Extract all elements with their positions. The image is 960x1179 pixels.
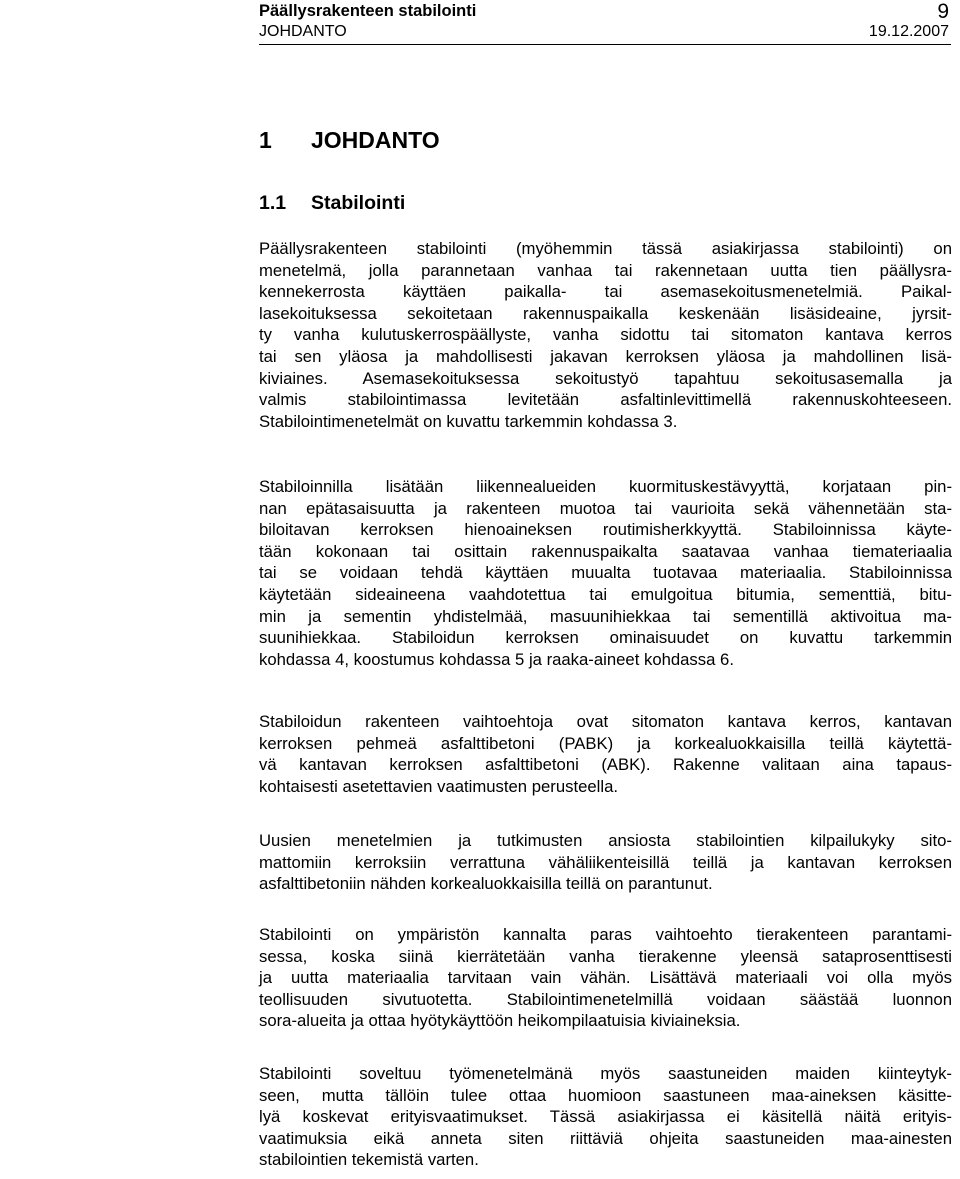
paragraph-4 [259,830,952,895]
paragraph-line: vä kantavan kerroksen asfalttibetoni (ABK). Rakenne valitaan aina tapaus- [259,755,952,775]
paragraph-line: menetelmä, jolla parannetaan vanhaa tai rakennetaan uutta tien päällysra- [259,260,952,280]
paragraph-line: Stabilointi on ympäristön kannalta paras vaihtoehto tierakenteen parantami- [259,925,952,944]
paragraph-line: tään kokonaan tai osittain rakennuspaikalta saatavaa vanhaa tiemateriaalia [259,541,952,561]
paragraph-6 [259,1063,952,1171]
paragraph-line: suunihiekkaa. Stabiloidun kerroksen ominaisuudet on kuvattu tarkemmin [259,628,952,648]
paragraph-line: Päällysrakenteen stabilointi (myöhemmin tässä asiakirjassa stabilointi) on [259,239,952,258]
paragraph-line: teollisuuden sivutuotetta. Stabilointimenetelmillä voidaan säästää luonnon [259,989,952,1009]
heading-level-2 [259,192,405,215]
paragraph-line: nan epätasaisuutta ja rakenteen muotoa tai vaurioita sekä vähennetään sta- [259,498,952,518]
heading-2-title: Stabilointi [311,192,406,214]
heading-2-number: 1.1 [259,192,287,214]
heading-1-title: JOHDANTO [311,127,440,153]
paragraph-line: vaatimuksia eikä anneta siten riittäviä ohjeita saastuneiden maa-ainesten [259,1128,952,1148]
paragraph-line: kennekerrosta käyttäen paikalla- tai asemasekoitusmenetelmiä. Paikal- [259,282,952,302]
header-section-name: JOHDANTO [259,23,347,40]
paragraph-line: lasekoituksessa sekoitetaan rakennuspaikalla keskenään lisäsideaine, jyrsit- [259,303,952,323]
paragraph-line: stabilointien tekemistä varten. [259,1150,479,1170]
paragraph-line: asfalttibetoniin nähden korkealuokkaisilla teillä on parantunut. [259,874,713,894]
header-document-title: Päällysrakenteen stabilointi [259,2,477,20]
paragraph-line: ty vanha kulutuskerrospäällyste, vanha sidottu tai sitomaton kantava kerros [259,325,952,345]
header-page-number: 9 [937,0,949,23]
paragraph-line: Stabilointimenetelmät on kuvattu tarkemmin kohdassa 3. [259,411,678,431]
paragraph-line: valmis stabilointimassa levitetään asfaltinlevittimellä rakennuskohteeseen. [259,390,952,410]
running-header-top [259,0,951,24]
paragraph-3 [259,711,952,797]
heading-1-number: 1 [259,127,272,153]
heading-level-1 [259,127,440,154]
paragraph-line: min ja sementin yhdistelmää, masuunihiekkaa tai sementillä aktivoitua ma- [259,606,952,626]
paragraph-line: kerroksen pehmeä asfalttibetoni (PABK) ja korkealuokkaisilla teillä käytettä- [259,733,952,753]
paragraph-line: lyä koskevat erityisvaatimukset. Tässä asiakirjassa ei käsitellä näitä erityis- [259,1107,952,1127]
paragraph-5 [259,924,952,1032]
paragraph-line: biloitavan kerroksen hienoaineksen routimisherkkyyttä. Stabiloinnissa käyte- [259,520,952,540]
paragraph-line: tai sen yläosa ja mahdollisesti jakavan kerroksen yläosa ja mahdollinen lisä- [259,346,952,366]
paragraph-line: Uusien menetelmien ja tutkimusten ansiosta stabilointien kilpailukyky sito- [259,831,952,850]
paragraph-line: seen, mutta tällöin tulee ottaa huomioon saastuneen maa-aineksen käsitte- [259,1085,952,1105]
header-rule [259,44,951,45]
paragraph-line: kiviaines. Asemasekoituksessa sekoitustyö tapahtuu sekoitusasemalla ja [259,368,952,388]
paragraph-line: käytetään sideaineena vaahdotettua tai emulgoitua bitumia, sementtiä, bitu- [259,584,952,604]
paragraph-line: kohdassa 4, koostumus kohdassa 5 ja raaka-aineet kohdassa 6. [259,649,734,669]
running-header-bottom [259,22,951,44]
paragraph-line: sessa, koska siinä kierrätetään vanha tierakenne yleensä sataprosenttisesti [259,946,952,966]
paragraph-1 [259,238,952,432]
paragraph-line: tai se voidaan tehdä käyttäen muualta tuotavaa materiaalia. Stabiloinnissa [259,563,952,583]
paragraph-line: Stabiloinnilla lisätään liikennealueiden kuormituskestävyyttä, korjataan pin- [259,477,952,496]
paragraph-line: ja uutta materiaalia tarvitaan vain vähän. Lisättävä materiaali voi olla myös [259,968,952,988]
paragraph-line: Stabiloidun rakenteen vaihtoehtoja ovat sitomaton kantava kerros, kantavan [259,712,952,731]
paragraph-2 [259,476,952,670]
paragraph-line: kohtaisesti asetettavien vaatimusten perusteella. [259,776,618,796]
header-date: 19.12.2007 [868,23,949,40]
paragraph-line: sora-alueita ja ottaa hyötykäyttöön heikompilaatuisia kiviaineksia. [259,1011,741,1031]
paragraph-line: Stabilointi soveltuu työmenetelmänä myös saastuneiden maiden kiinteytyk- [259,1064,952,1083]
paragraph-line: mattomiin kerroksiin verrattuna vähäliikenteisillä teillä ja kantavan kerroksen [259,852,952,872]
